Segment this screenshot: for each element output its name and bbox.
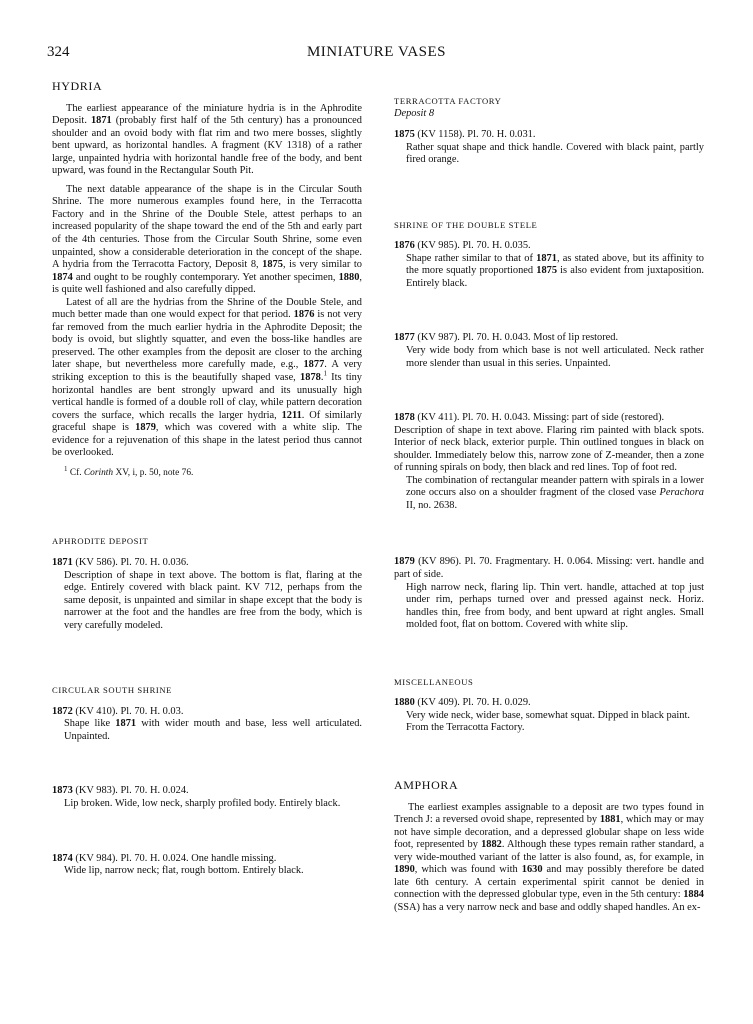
footnote-marker: 1	[323, 369, 327, 378]
entry-1875-body: Rather squat shape and thick handle. Covered with black paint, partly fired orange.	[406, 141, 704, 166]
paragraph-3: Latest of all are the hydrias from the Shrine of the Double Stele, and much better made than one would expect for that period. 1876 is not very far removed from the much earlier hydria in the Aphrodite Deposit; the body is ovoid, but slightly squatter, and even the boss-like handles are preserved. The other examples from the deposit are closer to the arching later shape, but nevertheless more carefully made, e.g., 1877. A very striking exception to this is the beautifully shaped vase, 1878.$^1$ Its tiny horizontal handles are bent strongly upward and its unusually high vertical handle is formed of a double roll of clay, while pattern decoration covers the surface, which recalls the larger hydria, 1211. Of similarly graceful shape is 1879, which was covered with a white slip. The evidence for a rejuvenation of this shape in the latest period thus cannot be overlooked.	[52, 296, 362, 459]
ref-1877: 1877	[303, 359, 325, 371]
entry-1878-body: Description of shape in text above. Flaring rim painted with black spots. Interior of neck black, exterior purple. Thin outlined tongues in black on shoulder. Immediately below this, narrow zone of Z-meander, then a zone of running spirals on body, then black and red lines. Top of foot red.	[394, 424, 704, 474]
ref-1875: 1875	[262, 259, 283, 271]
footnote: $^1$ Cf. Corinth XV, i, p. 50, note 76.	[64, 464, 194, 478]
entry-1878-heading: 1878 (KV 411). Pl. 70. H. 0.043. Missing: part of side (restored).	[394, 412, 665, 424]
section-title-hydria: HYDRIA	[52, 79, 103, 93]
page-number: 324	[47, 44, 70, 60]
entry-1876-body: Shape rather similar to that of 1871, as stated above, but its affinity to the more squatly proportioned 1875 is also evident from juxtaposition. Entirely black.	[406, 252, 704, 289]
section-title-aphrodite-deposit: APHRODITE DEPOSIT	[52, 536, 149, 547]
entry-1872-body: Shape like 1871 with wider mouth and base, less well articulated. Unpainted.	[64, 718, 363, 742]
entry-1879-body: High narrow neck, flaring lip. Thin vert. handle, attached at top just under rim, perhaps turned over and pressed against neck. Horiz. handles thin, free from body, and bent upward at right angles. Small molded foot, flat on bottom. Covered with white slip.	[406, 581, 704, 631]
amphora-paragraph: The earliest examples assignable to a deposit are two types found in Trench J: a reversed ovoid shape, represented by 1881, which may or may not have simple decoration, and a depressed globular shape on less wide foot, represented by 1882. Although these types remain rather standard, a very wide-mouthed variant of the latter is also found, as, for example, in 1890, which was found with 1630 and may possibly therefore be dated late 6th century. A certain experimental spirit cannot be denied in connection with the depressed globular type, even in the 5th century: 1884 (SSA) has a very narrow neck and base and oddly shaped handles. An ex-	[394, 801, 704, 913]
entry-1877-heading: 1877 (KV 987). Pl. 70. H. 0.043. Most of lip restored.	[394, 332, 619, 344]
section-title-amphora: AMPHORA	[394, 777, 459, 792]
left-column	[52, 80, 362, 878]
section-title-shrine-double-stele: SHRINE OF THE DOUBLE STELE	[394, 219, 538, 230]
section-title-circular-south-shrine: CIRCULAR SOUTH SHRINE	[52, 685, 173, 696]
subsection-deposit-8: Deposit 8	[394, 107, 435, 119]
entry-1874-body: Wide lip, narrow neck; flat, rough bottom. Entirely black.	[64, 865, 304, 877]
ref-1874: 1874	[52, 271, 73, 283]
entry-1871-heading: 1871 (KV 586). Pl. 70. H. 0.036.	[52, 556, 189, 568]
entry-1876-heading: 1876 (KV 985). Pl. 70. H. 0.035.	[394, 240, 531, 252]
entry-1873-heading: 1873 (KV 983). Pl. 70. H. 0.024.	[52, 785, 189, 797]
ref-1878: 1878	[300, 372, 321, 384]
entry-1880-heading: 1880 (KV 409). Pl. 70. H. 0.029.	[394, 697, 531, 709]
entry-1871-body: Description of shape in text above. The bottom is flat, flaring at the edge. Entirely covered with black paint. KV 712, perhaps from the same deposit, is unpainted and similar in shape except that the body is narrower at the foot and the handles are free from the body, which is very carefully modeled.	[64, 569, 362, 631]
entry-1877-body: Very wide body from which base is not well articulated. Neck rather more slender than usual in this series. Unpainted.	[406, 345, 704, 369]
ref-1880: 1880	[338, 271, 360, 283]
entry-1880-note: From the Terracotta Factory.	[406, 722, 525, 734]
ref-1876: 1876	[293, 309, 315, 321]
entry-1874-heading: 1874 (KV 984). Pl. 70. H. 0.024. One handle missing.	[52, 852, 277, 864]
right-column	[394, 95, 704, 914]
entry-1873-body: Lip broken. Wide, low neck, sharply profiled body. Entirely black.	[64, 797, 341, 809]
entry-1875-heading: 1875 (KV 1158). Pl. 70. H. 0.031.	[394, 129, 536, 141]
section-title-miscellaneous: MISCELLANEOUS	[394, 676, 474, 687]
running-title: MINIATURE VASES	[306, 44, 447, 60]
entry-1878-note: The combination of rectangular meander pattern with spirals in a lower zone occurs also on a shoulder fragment of the closed vase Perachora II, no. 2638.	[406, 474, 704, 511]
paragraph-2: The next datable appearance of the shape is in the Circular South Shrine. The more numerous examples found here, in the Terracotta Factory and in the Shrine of the Double Stele, attest perhaps to an increased popularity of the shape toward the end of the 5th and early part of the 4th centuries. Those from the Circular South Shrine, some even unpainted, show a considerable deterioration in the concept of the shape. A hydria from the Terracotta Factory, Deposit 8, 1875, is very similar to 1874 and ought to be roughly contemporary. Yet another specimen, 1880, is quite well fashioned and also carefully dipped.	[52, 183, 362, 296]
section-title-terracotta-factory: TERRACOTTA FACTORY	[394, 96, 502, 106]
entry-1879-heading: 1879 (KV 896). Pl. 70. Fragmentary. H. 0.064. Missing: vert. handle and part of side.	[394, 556, 704, 581]
entry-1880-body: Very wide neck, wider base, somewhat squat. Dipped in black paint.	[406, 709, 690, 721]
entry-1872-heading: 1872 (KV 410). Pl. 70. H. 0.03.	[52, 705, 184, 717]
paragraph-1: The earliest appearance of the miniature hydria is in the Aphrodite Deposit. 1871 (probably first half of the 5th century) has a pronounced shoulder and an ovoid body with flat rim and two mere bosses, slightly bent upward, as horizontal handles. A fragment (KV 1318) of a rather large, unpainted hydria with horizontal handle free of the body, and bent upward, was found in the Rectangular South Pit.	[52, 102, 362, 177]
ref-1879: 1879	[135, 422, 156, 434]
ref-1211: 1211	[281, 409, 302, 421]
ref-1871: 1871	[90, 115, 112, 127]
